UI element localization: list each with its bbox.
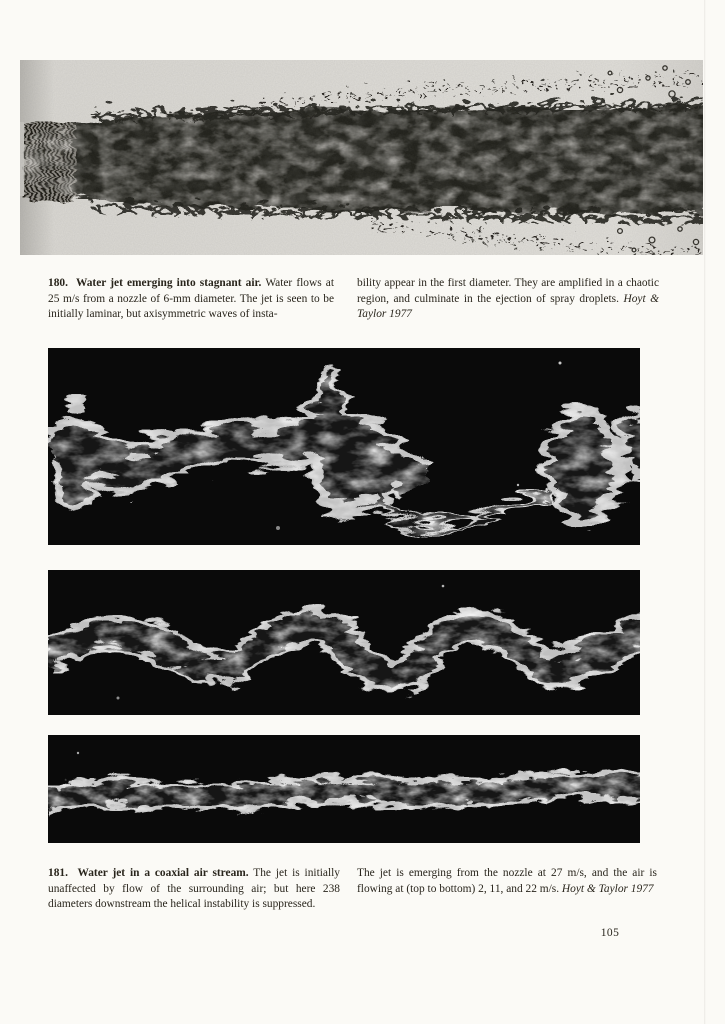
photo-water-jet-stagnant-air xyxy=(20,60,703,255)
glass-highlights xyxy=(48,570,640,715)
film-grain xyxy=(20,60,703,255)
photo-coaxial-jet-air-22ms xyxy=(48,735,640,843)
figure-181-text-right: The jet is emerging from the nozzle at 27 m/s, and the air is flowing at (top to bottom) 2, 11, and 22 m/s. xyxy=(357,867,657,895)
coaxial-jet-illustration-1 xyxy=(48,348,640,545)
caption-180-right-column xyxy=(357,276,659,323)
figure-180-heading: 180. Water jet emerging into stagnant air. xyxy=(48,277,262,289)
glass-highlights xyxy=(48,735,640,843)
glass-highlights xyxy=(48,348,640,545)
water-jet-illustration xyxy=(20,60,703,255)
page-number: 105 xyxy=(600,927,620,939)
caption-181-left-column xyxy=(48,866,340,913)
figure-180-text-left: Water flows at 25 m/s from a nozzle of 6-mm diameter. The jet is seen to be initially laminar, but axisymmetric waves of insta- xyxy=(48,277,334,320)
page-edge-shadow xyxy=(704,0,706,1024)
coaxial-jet-illustration-3 xyxy=(48,735,640,843)
figure-181-heading: 181. Water jet in a coaxial air stream. xyxy=(48,867,249,879)
caption-181-right-column xyxy=(357,866,657,897)
figure-181-text-left: The jet is initially unaffected by flow of the surrounding air; but here 238 diameters downstream the helical instability is suppressed. xyxy=(48,867,340,910)
coaxial-jet-illustration-2 xyxy=(48,570,640,715)
photo-coaxial-jet-air-2ms xyxy=(48,348,640,545)
photo-coaxial-jet-air-11ms xyxy=(48,570,640,715)
caption-180-left-column xyxy=(48,276,334,323)
figure-180-credit: Hoyt & Taylor 1977 xyxy=(357,292,659,320)
figure-180-text-right: bility appear in the first diameter. They are amplified in a chaotic region, and culminate in the ejection of spray droplets. xyxy=(357,277,659,305)
figure-181-credit: Hoyt & Taylor 1977 xyxy=(561,882,654,895)
dust-specks xyxy=(77,752,79,754)
